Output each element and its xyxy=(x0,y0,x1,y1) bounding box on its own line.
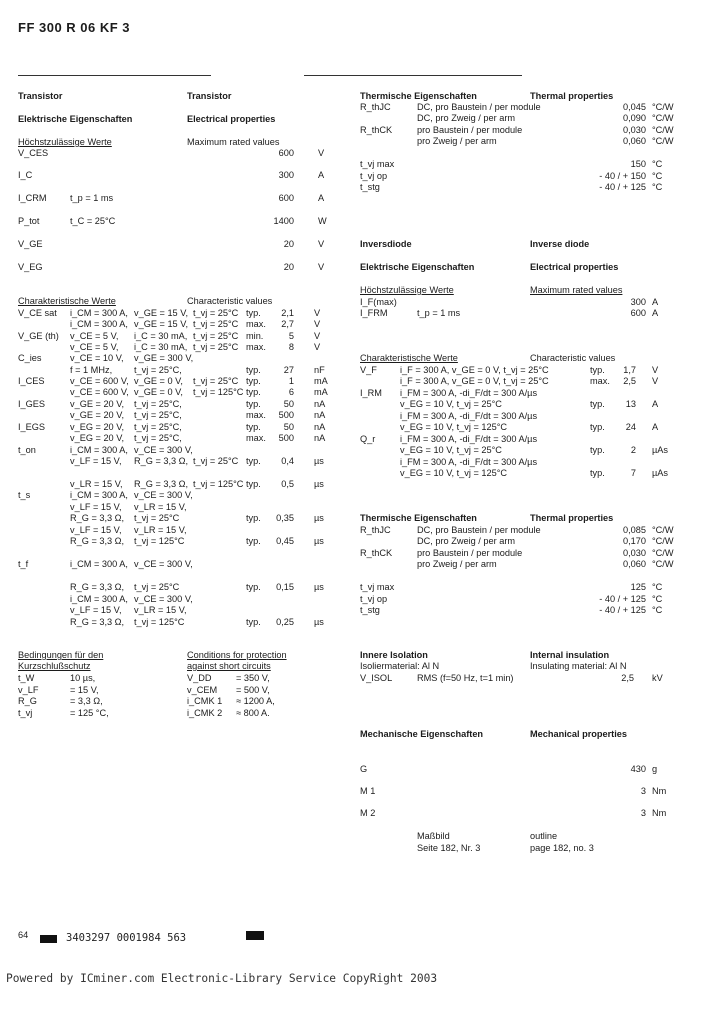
char-condition-1: v_LF = 15 V, xyxy=(70,525,122,535)
char-symbol: V_CE sat xyxy=(18,308,57,318)
char-condition-1: v_LF = 15 V, xyxy=(70,502,122,512)
char-condition-2: v_CE = 300 V, xyxy=(134,445,193,455)
thermal-condition: DC, pro Baustein / per module xyxy=(417,525,541,535)
char-qualifier: typ. xyxy=(246,308,261,318)
thermal-value: 0,060 xyxy=(623,136,646,146)
short-circuit-symbol: v_CEM xyxy=(187,685,218,695)
barcode-block xyxy=(246,931,264,940)
char-symbol: I_EGS xyxy=(18,422,46,432)
temperature-value: 125 xyxy=(630,582,646,592)
diode-char-unit: V xyxy=(652,365,659,375)
char-condition-2: R_G = 3,3 Ω, xyxy=(134,456,189,466)
page-number: 64 xyxy=(18,930,29,940)
char-symbol: I_CES xyxy=(18,376,45,386)
param-value: 1400 xyxy=(273,216,294,226)
char-condition-3: t_vj = 25°C xyxy=(193,319,239,329)
char-qualifier: typ. xyxy=(246,422,261,432)
char-value: 0,4 xyxy=(281,456,294,466)
diode-max-symbol: I_FRM xyxy=(360,308,388,318)
section-heading-transistor-de: Transistor xyxy=(18,91,63,101)
char-qualifier: max. xyxy=(246,433,266,443)
short-circuit-symbol: V_DD xyxy=(187,673,212,683)
mechanical-symbol: G xyxy=(360,764,368,774)
subheading-max-rated-de: Höchstzulässige Werte xyxy=(18,137,112,147)
temperature-value: - 40 / + 125 xyxy=(599,182,646,192)
char-unit: nF xyxy=(314,365,325,375)
barcode-text: 3403297 0001984 563 xyxy=(66,932,187,944)
temperature-unit: °C xyxy=(652,582,663,592)
char-value: 500 xyxy=(278,410,294,420)
diode-char-unit: µAs xyxy=(652,468,669,478)
thermal-condition: pro Zweig / per arm xyxy=(417,559,497,569)
temperature-value: - 40 / + 125 xyxy=(599,605,646,615)
char-condition-2: t_vj = 25°C, xyxy=(134,433,182,443)
diode-char-unit: µAs xyxy=(652,445,669,455)
diode-char-value: 24 xyxy=(625,422,636,432)
char-condition-2: v_GE = 15 V, xyxy=(134,319,189,329)
char-unit: mA xyxy=(314,387,328,397)
char-unit: mA xyxy=(314,376,328,386)
diode-char-qualifier: typ. xyxy=(590,399,605,409)
mechanical-unit: Nm xyxy=(652,808,667,818)
section-heading-thermal-en: Thermal properties xyxy=(530,91,614,101)
char-unit: µs xyxy=(314,513,324,523)
param-value: 600 xyxy=(278,193,294,203)
char-condition-2: t_vj = 25°C xyxy=(134,513,180,523)
char-condition-2: v_CE = 300 V, xyxy=(134,490,193,500)
diode-char-symbol: Q_r xyxy=(360,434,376,444)
temperature-unit: °C xyxy=(652,171,663,181)
char-condition-1: i_CM = 300 A, xyxy=(70,308,128,318)
char-qualifier: typ. xyxy=(246,479,261,489)
char-condition-2: v_CE = 300 V, xyxy=(134,594,193,604)
diode-max-unit: A xyxy=(652,308,659,318)
thermal-condition: pro Baustein / per module xyxy=(417,125,523,135)
outline-page-de: Seite 182, Nr. 3 xyxy=(417,843,481,853)
char-condition-2: v_LR = 15 V, xyxy=(134,605,187,615)
temperature-symbol: t_vj op xyxy=(360,171,388,181)
char-symbol: C_ies xyxy=(18,353,42,363)
thermal-unit: °C/W xyxy=(652,102,674,112)
char-qualifier: typ. xyxy=(246,399,261,409)
short-circuit-symbol: t_W xyxy=(18,673,35,683)
temperature-unit: °C xyxy=(652,182,663,192)
temperature-unit: °C xyxy=(652,594,663,604)
mechanical-value: 3 xyxy=(640,808,646,818)
short-circuit-symbol: R_G xyxy=(18,696,37,706)
diode-char-unit: V xyxy=(652,376,659,386)
char-value: 1 xyxy=(288,376,294,386)
thermal-symbol: R_thCK xyxy=(360,548,393,558)
char-unit: V xyxy=(314,342,321,352)
char-qualifier: typ. xyxy=(246,536,261,546)
mechanical-value: 430 xyxy=(630,764,646,774)
char-condition-2: t_vj = 25°C, xyxy=(134,399,182,409)
thermal-value: 0,085 xyxy=(623,525,646,535)
char-qualifier: max. xyxy=(246,342,266,352)
temperature-value: - 40 / + 125 xyxy=(599,594,646,604)
char-condition-3: t_vj = 25°C xyxy=(193,331,239,341)
short-circuit-value: = 500 V, xyxy=(236,685,270,695)
char-unit: V xyxy=(314,319,321,329)
diode-max-condition: t_p = 1 ms xyxy=(417,308,461,318)
thermal-symbol: R_thCK xyxy=(360,125,393,135)
thermal-condition: pro Zweig / per arm xyxy=(417,136,497,146)
char-condition-2: i_C = 30 mA, xyxy=(134,342,188,352)
param-symbol: V_GE xyxy=(18,239,43,249)
thermal-value: 0,030 xyxy=(623,548,646,558)
char-qualifier: typ. xyxy=(246,582,261,592)
char-condition-1: R_G = 3,3 Ω, xyxy=(70,536,125,546)
char-symbol: V_GE (th) xyxy=(18,331,59,341)
header-rule xyxy=(304,75,522,76)
char-condition-2: R_G = 3,3 Ω, xyxy=(134,479,189,489)
insulation-unit: kV xyxy=(652,673,663,683)
diode-char-value: 7 xyxy=(630,468,636,478)
subheading-characteristic-en: Characteristic values xyxy=(530,353,616,363)
section-heading-diode-en: Inverse diode xyxy=(530,239,590,249)
insulation-material-en: Insulating material: Al N xyxy=(530,661,627,671)
char-condition-1: i_CM = 300 A, xyxy=(70,445,128,455)
diode-char-condition: i_F = 300 A, v_GE = 0 V, t_vj = 25°C xyxy=(400,376,549,386)
short-circuit-value: = 125 °C, xyxy=(70,708,109,718)
diode-char-unit: A xyxy=(652,399,659,409)
insulation-condition: RMS (f=50 Hz, t=1 min) xyxy=(417,673,514,683)
mechanical-symbol: M 2 xyxy=(360,808,376,818)
subheading-characteristic-de: Charakteristische Werte xyxy=(360,353,458,363)
char-qualifier: typ. xyxy=(246,387,261,397)
temperature-unit: °C xyxy=(652,605,663,615)
diode-char-value: 2 xyxy=(630,445,636,455)
param-value: 600 xyxy=(278,148,294,158)
char-condition-1: v_CE = 5 V, xyxy=(70,342,119,352)
temperature-symbol: t_stg xyxy=(360,182,380,192)
thermal-value: 0,060 xyxy=(623,559,646,569)
param-unit: V xyxy=(318,239,325,249)
barcode-block xyxy=(40,935,57,943)
diode-char-value: 2,5 xyxy=(623,376,636,386)
outline-label-en: outline xyxy=(530,831,558,841)
char-condition-3: t_vj = 25°C xyxy=(193,342,239,352)
char-value: 0,15 xyxy=(276,582,294,592)
char-condition-2: v_GE = 0 V, xyxy=(134,376,183,386)
thermal-condition: pro Baustein / per module xyxy=(417,548,523,558)
section-heading-transistor-en: Transistor xyxy=(187,91,232,101)
char-unit: µs xyxy=(314,479,324,489)
short-circuit-value: ≈ 800 A. xyxy=(236,708,270,718)
section-heading-insulation-en: Internal insulation xyxy=(530,650,610,660)
mechanical-value: 3 xyxy=(640,786,646,796)
char-unit: µs xyxy=(314,582,324,592)
insulation-material-de: Isoliermaterial: Al N xyxy=(360,661,440,671)
diode-char-condition: v_EG = 10 V, t_vj = 25°C xyxy=(400,445,502,455)
char-unit: µs xyxy=(314,536,324,546)
char-condition-3: t_vj = 25°C xyxy=(193,376,239,386)
temperature-symbol: t_vj max xyxy=(360,582,395,592)
thermal-value: 0,170 xyxy=(623,536,646,546)
char-condition-2: v_CE = 300 V, xyxy=(134,559,193,569)
char-condition-2: t_vj = 25°C, xyxy=(134,365,182,375)
char-condition-2: t_vj = 125°C xyxy=(134,617,185,627)
char-symbol: t_f xyxy=(18,559,29,569)
char-condition-3: t_vj = 25°C xyxy=(193,456,239,466)
temperature-symbol: t_stg xyxy=(360,605,380,615)
outline-label-de: Maßbild xyxy=(417,831,450,841)
thermal-unit: °C/W xyxy=(652,525,674,535)
thermal-condition: DC, pro Zweig / per arm xyxy=(417,536,516,546)
char-symbol: I_GES xyxy=(18,399,46,409)
char-qualifier: min. xyxy=(246,331,264,341)
diode-char-condition: i_FM = 300 A, -di_F/dt = 300 A/µs xyxy=(400,457,538,467)
diode-char-condition: v_EG = 10 V, t_vj = 125°C xyxy=(400,422,508,432)
char-condition-3: t_vj = 25°C xyxy=(193,308,239,318)
diode-char-value: 13 xyxy=(625,399,636,409)
temperature-symbol: t_vj max xyxy=(360,159,395,169)
diode-char-qualifier: typ. xyxy=(590,422,605,432)
diode-char-qualifier: typ. xyxy=(590,445,605,455)
diode-char-condition: v_EG = 10 V, t_vj = 25°C xyxy=(400,399,502,409)
section-heading-mechanical-de: Mechanische Eigenschaften xyxy=(360,729,484,739)
char-condition-2: i_C = 30 mA, xyxy=(134,331,188,341)
char-unit: µs xyxy=(314,617,324,627)
char-unit: nA xyxy=(314,433,326,443)
char-condition-1: i_CM = 300 A, xyxy=(70,559,128,569)
param-unit: A xyxy=(318,170,325,180)
insulation-symbol: V_ISOL xyxy=(360,673,393,683)
char-value: 500 xyxy=(278,433,294,443)
param-value: 20 xyxy=(283,262,294,272)
char-condition-1: v_CE = 600 V, xyxy=(70,387,129,397)
char-value: 0,45 xyxy=(276,536,294,546)
section-heading-electrical-de: Elektrische Eigenschaften xyxy=(360,262,475,272)
diode-char-qualifier: typ. xyxy=(590,365,605,375)
section-heading-electrical-en: Electrical properties xyxy=(187,114,276,124)
char-unit: nA xyxy=(314,422,326,432)
short-circuit-value: = 15 V, xyxy=(70,685,99,695)
char-value: 27 xyxy=(283,365,294,375)
param-symbol: P_tot xyxy=(18,216,40,226)
temperature-symbol: t_vj op xyxy=(360,594,388,604)
char-value: 0,35 xyxy=(276,513,294,523)
char-condition-2: v_GE = 300 V, xyxy=(134,353,194,363)
char-condition-2: t_vj = 125°C xyxy=(134,536,185,546)
param-value: 20 xyxy=(283,239,294,249)
char-qualifier: typ. xyxy=(246,365,261,375)
param-unit: W xyxy=(318,216,327,226)
char-unit: nA xyxy=(314,399,326,409)
char-value: 6 xyxy=(288,387,294,397)
subheading-max-rated-en: Maximum rated values xyxy=(187,137,280,147)
char-condition-1: v_EG = 20 V, xyxy=(70,422,125,432)
param-unit: V xyxy=(318,262,325,272)
char-condition-2: t_vj = 25°C, xyxy=(134,410,182,420)
thermal-value: 0,090 xyxy=(623,113,646,123)
diode-max-unit: A xyxy=(652,297,659,307)
short-circuit-symbol: t_vj xyxy=(18,708,33,718)
section-heading-thermal-de: Thermische Eigenschaften xyxy=(360,91,477,101)
char-condition-1: v_LF = 15 V, xyxy=(70,456,122,466)
char-qualifier: typ. xyxy=(246,617,261,627)
short-circuit-symbol: i_CMK 2 xyxy=(187,708,223,718)
diode-char-condition: i_FM = 300 A, -di_F/dt = 300 A/µs xyxy=(400,388,538,398)
param-symbol: I_C xyxy=(18,170,33,180)
char-value: 0,5 xyxy=(281,479,294,489)
diode-char-qualifier: max. xyxy=(590,376,610,386)
diode-char-value: 1,7 xyxy=(623,365,636,375)
char-condition-1: i_CM = 300 A, xyxy=(70,490,128,500)
char-condition-1: i_CM = 300 A, xyxy=(70,594,128,604)
thermal-symbol: R_thJC xyxy=(360,525,391,535)
thermal-symbol: R_thJC xyxy=(360,102,391,112)
char-condition-1: v_CE = 10 V, xyxy=(70,353,124,363)
char-condition-1: v_CE = 600 V, xyxy=(70,376,129,386)
outline-page-en: page 182, no. 3 xyxy=(530,843,594,853)
temperature-value: - 40 / + 150 xyxy=(599,171,646,181)
char-value: 8 xyxy=(288,342,294,352)
thermal-value: 0,030 xyxy=(623,125,646,135)
char-qualifier: max. xyxy=(246,319,266,329)
short-circuit-value: = 350 V, xyxy=(236,673,270,683)
char-unit: V xyxy=(314,331,321,341)
short-circuit-heading-en: Conditions for protection xyxy=(187,650,287,660)
short-circuit-value: 10 µs, xyxy=(70,673,96,683)
footer-copyright: Powered by ICminer.com Electronic-Library Service CopyRight 2003 xyxy=(6,972,438,985)
subheading-max-rated-en: Maximum rated values xyxy=(530,285,623,295)
char-condition-1: v_GE = 20 V, xyxy=(70,410,125,420)
diode-char-condition: v_EG = 10 V, t_vj = 125°C xyxy=(400,468,508,478)
diode-max-symbol: I_F(max) xyxy=(360,297,397,307)
mechanical-symbol: M 1 xyxy=(360,786,376,796)
char-condition-1: v_EG = 20 V, xyxy=(70,433,125,443)
char-qualifier: max. xyxy=(246,410,266,420)
section-heading-electrical-de: Elektrische Eigenschaften xyxy=(18,114,133,124)
param-symbol: I_CRM xyxy=(18,193,47,203)
char-value: 50 xyxy=(283,399,294,409)
short-circuit-value: = 3,3 Ω, xyxy=(70,696,103,706)
temperature-value: 150 xyxy=(630,159,646,169)
insulation-value: 2,5 xyxy=(621,673,634,683)
section-heading-electrical-en: Electrical properties xyxy=(530,262,619,272)
char-qualifier: typ. xyxy=(246,376,261,386)
thermal-unit: °C/W xyxy=(652,548,674,558)
short-circuit-symbol: v_LF xyxy=(18,685,39,695)
char-condition-3: t_vj = 125°C xyxy=(193,387,244,397)
char-condition-1: i_CM = 300 A, xyxy=(70,319,128,329)
diode-max-value: 300 xyxy=(630,297,646,307)
char-value: 50 xyxy=(283,422,294,432)
thermal-condition: DC, pro Zweig / per arm xyxy=(417,113,516,123)
diode-char-symbol: I_RM xyxy=(360,388,382,398)
char-condition-1: R_G = 3,3 Ω, xyxy=(70,582,125,592)
thermal-condition: DC, pro Baustein / per module xyxy=(417,102,541,112)
temperature-unit: °C xyxy=(652,159,663,169)
char-condition-2: v_LR = 15 V, xyxy=(134,502,187,512)
char-symbol: t_on xyxy=(18,445,36,455)
char-unit: V xyxy=(314,308,321,318)
param-condition: t_p = 1 ms xyxy=(70,193,114,203)
diode-max-value: 600 xyxy=(630,308,646,318)
subheading-max-rated-de: Höchstzulässige Werte xyxy=(360,285,454,295)
param-unit: V xyxy=(318,148,325,158)
section-heading-thermal-en: Thermal properties xyxy=(530,513,614,523)
thermal-unit: °C/W xyxy=(652,136,674,146)
char-condition-1: f = 1 MHz, xyxy=(70,365,113,375)
char-condition-2: t_vj = 25°C, xyxy=(134,422,182,432)
thermal-value: 0,045 xyxy=(623,102,646,112)
diode-char-symbol: V_F xyxy=(360,365,377,375)
header-rule xyxy=(18,75,211,76)
char-qualifier: typ. xyxy=(246,456,261,466)
short-circuit-heading-de: Bedingungen für den xyxy=(18,650,104,660)
section-heading-insulation-de: Innere Isolation xyxy=(360,650,428,660)
char-condition-1: v_CE = 5 V, xyxy=(70,331,119,341)
char-unit: nA xyxy=(314,410,326,420)
thermal-unit: °C/W xyxy=(652,125,674,135)
char-value: 2,1 xyxy=(281,308,294,318)
short-circuit-symbol: i_CMK 1 xyxy=(187,696,223,706)
param-symbol: V_CES xyxy=(18,148,49,158)
char-unit: µs xyxy=(314,456,324,466)
char-symbol: t_s xyxy=(18,490,31,500)
section-heading-mechanical-en: Mechanical properties xyxy=(530,729,628,739)
subheading-characteristic-en: Characteristic values xyxy=(187,296,273,306)
mechanical-unit: g xyxy=(652,764,658,774)
char-qualifier: typ. xyxy=(246,513,261,523)
char-condition-1: v_LR = 15 V, xyxy=(70,479,123,489)
char-condition-2: t_vj = 25°C xyxy=(134,582,180,592)
diode-char-condition: i_F = 300 A, v_GE = 0 V, t_vj = 25°C xyxy=(400,365,549,375)
short-circuit-heading-de: Kurzschlußschutz xyxy=(18,661,91,671)
page-title: FF 300 R 06 KF 3 xyxy=(18,20,131,35)
param-symbol: V_EG xyxy=(18,262,43,272)
diode-char-condition: i_FM = 300 A, -di_F/dt = 300 A/µs xyxy=(400,411,538,421)
char-condition-2: v_GE = 15 V, xyxy=(134,308,189,318)
char-condition-2: v_LR = 15 V, xyxy=(134,525,187,535)
diode-char-condition: i_FM = 300 A, -di_F/dt = 300 A/µs xyxy=(400,434,538,444)
char-value: 2,7 xyxy=(281,319,294,329)
section-heading-thermal-de: Thermische Eigenschaften xyxy=(360,513,477,523)
subheading-characteristic-de: Charakteristische Werte xyxy=(18,296,116,306)
mechanical-unit: Nm xyxy=(652,786,667,796)
char-value: 0,25 xyxy=(276,617,294,627)
char-condition-2: v_GE = 0 V, xyxy=(134,387,183,397)
thermal-unit: °C/W xyxy=(652,113,674,123)
short-circuit-value: ≈ 1200 A, xyxy=(236,696,275,706)
char-condition-1: R_G = 3,3 Ω, xyxy=(70,513,125,523)
char-condition-1: R_G = 3,3 Ω, xyxy=(70,617,125,627)
section-heading-diode-de: Inversdiode xyxy=(360,239,412,249)
thermal-unit: °C/W xyxy=(652,559,674,569)
param-value: 300 xyxy=(278,170,294,180)
diode-char-unit: A xyxy=(652,422,659,432)
char-condition-1: v_GE = 20 V, xyxy=(70,399,125,409)
diode-char-qualifier: typ. xyxy=(590,468,605,478)
char-value: 5 xyxy=(288,331,294,341)
thermal-unit: °C/W xyxy=(652,536,674,546)
char-condition-1: v_LF = 15 V, xyxy=(70,605,122,615)
short-circuit-heading-en: against short circuits xyxy=(187,661,271,671)
param-condition: t_C = 25°C xyxy=(70,216,116,226)
param-unit: A xyxy=(318,193,325,203)
char-condition-3: t_vj = 125°C xyxy=(193,479,244,489)
